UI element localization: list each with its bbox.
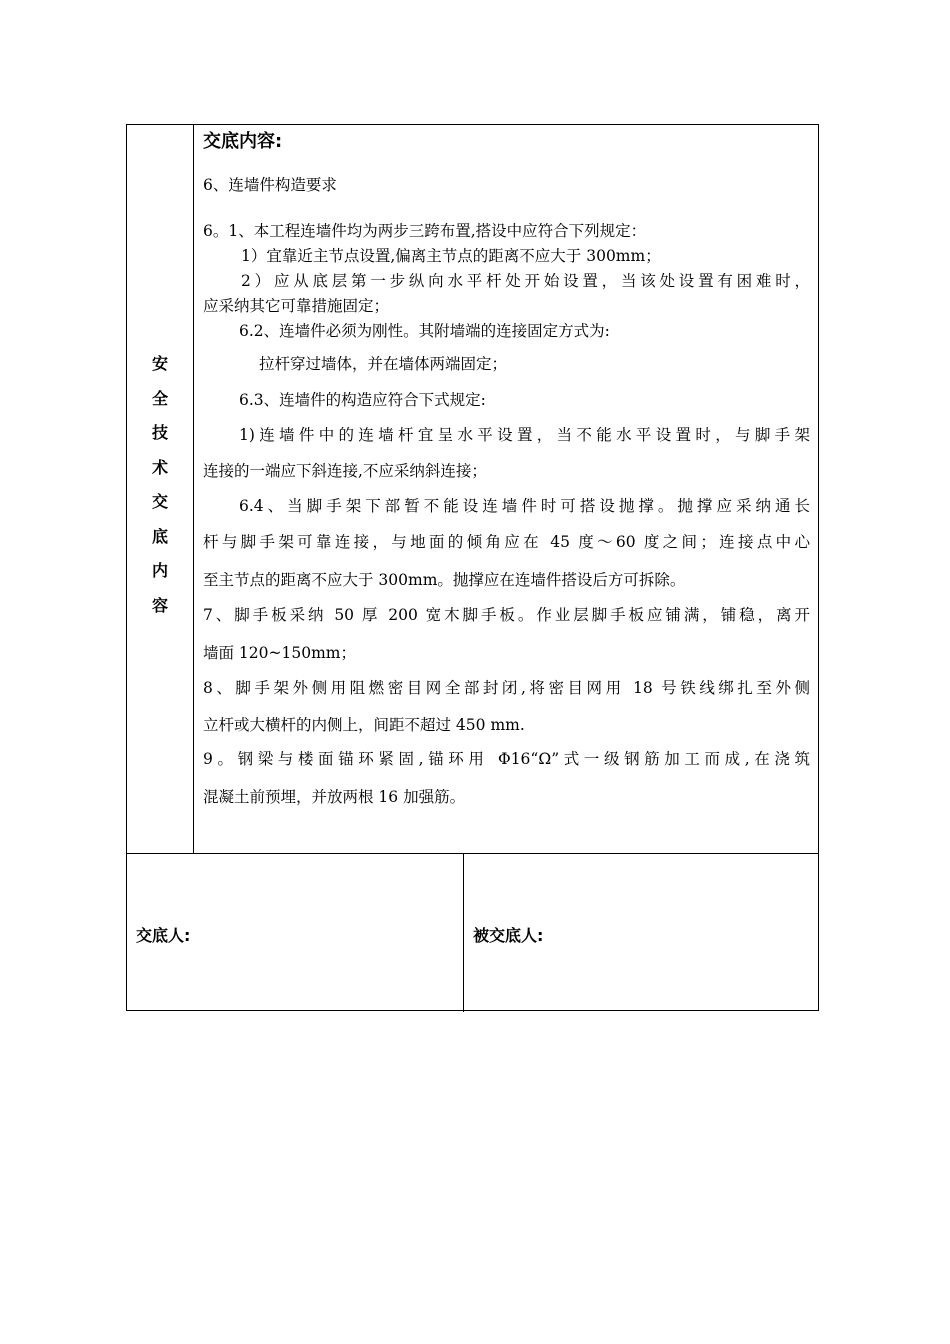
side-char: 底 — [151, 526, 168, 546]
side-char: 术 — [151, 457, 168, 477]
side-label-safety-disclosure — [127, 347, 193, 623]
content-line: 杆与脚手架可靠连接，与地面的倾角应在 45 度～60 度之间；连接点中心 — [203, 533, 810, 551]
side-char: 安 — [151, 354, 168, 373]
content-line: 至主节点的距离不应大于 300mm。抛撑应在连墙件搭设后方可拆除。 — [203, 571, 686, 589]
signature-divider — [463, 853, 464, 1012]
content-line: 拉杆穿过墙体，并在墙体两端固定； — [259, 355, 508, 373]
content-line: 1）宜靠近主节点设置,偏离主节点的距离不应大于 300mm； — [241, 247, 661, 265]
side-char: 交 — [151, 492, 168, 511]
content-line: 混凝土前预埋，并放两根 16 加强筋。 — [203, 788, 466, 806]
content-line: 7、脚手板采纳 50 厚 200 宽木脚手板。作业层脚手板应铺满，铺稳，离开 — [203, 606, 810, 624]
content-line: 连接的一端应下斜连接,不应采纳斜连接； — [203, 462, 487, 480]
content-line: 6.2、连墙件必须为刚性。其附墙端的连接固定方式为: — [239, 322, 610, 340]
content-line: 应采纳其它可靠措施固定； — [203, 297, 390, 315]
content-line: 2）应从底层第一步纵向水平杆处开始设置，当该处设置有困难时， — [241, 272, 810, 290]
side-char: 全 — [151, 388, 168, 408]
recipient-label: 被交底人: — [473, 926, 544, 945]
content-line: 6。1、本工程连墙件均为两步三跨布置,搭设中应符合下列规定： — [203, 222, 647, 240]
column-divider — [193, 125, 194, 853]
content-heading: 交底内容: — [203, 131, 283, 152]
content-line: 6、连墙件构造要求 — [203, 176, 337, 194]
content-line: 6.3、连墙件的构造应符合下式规定: — [239, 391, 486, 409]
side-char: 内 — [151, 561, 168, 580]
row-divider — [127, 853, 818, 854]
discloser-label: 交底人: — [136, 926, 191, 945]
content-line: 8、脚手架外侧用阻燃密目网全部封闭,将密目网用 18 号铁线绑扎至外侧 — [203, 679, 810, 697]
content-line: 1)连墙件中的连墙杆宜呈水平设置，当不能水平设置时，与脚手架 — [239, 426, 810, 444]
content-line: 墙面 120~150mm； — [203, 644, 356, 662]
side-char: 容 — [151, 595, 168, 615]
content-line: 立杆或大横杆的内侧上，间距不超过 450 mm. — [203, 716, 525, 734]
content-line: 6.4、当脚手架下部暂不能设连墙件时可搭设抛撑。抛撑应采纳通长 — [239, 497, 810, 515]
side-char: 技 — [151, 423, 168, 442]
disclosure-table — [126, 124, 819, 1011]
content-line: 9。钢梁与楼面锚环紧固,锚环用 Φ16“Ω”式一级钢筋加工而成,在浇筑 — [203, 750, 810, 768]
